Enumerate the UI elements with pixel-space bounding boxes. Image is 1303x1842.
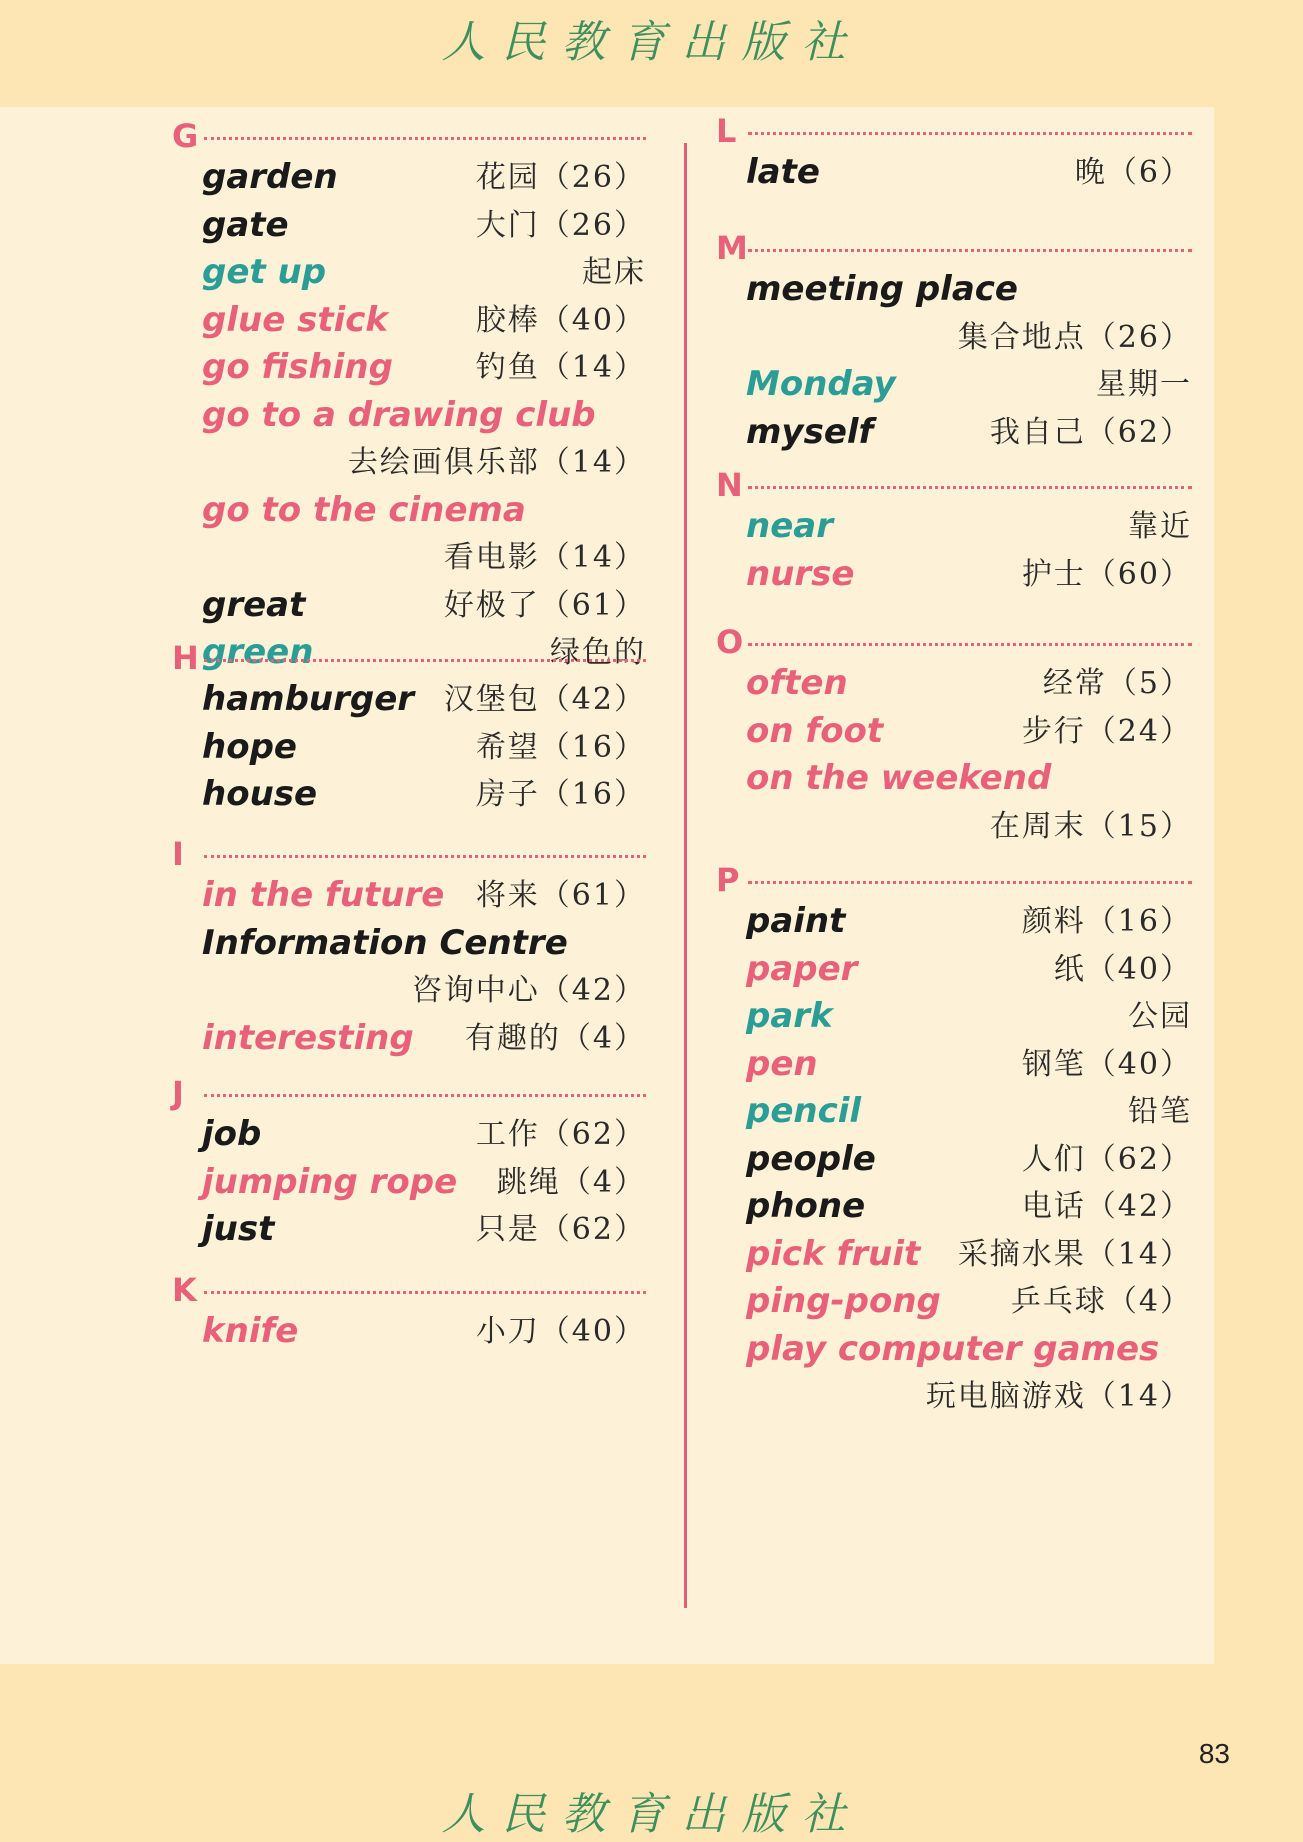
glossary-entry [716,755,1192,850]
dotted-rule [748,643,1192,646]
section-l [716,113,1192,197]
entry-word: play computer games [746,1328,1160,1369]
entry-word: just [202,1209,275,1249]
entry-word: pick fruit [746,1233,921,1274]
dotted-rule [204,1291,646,1294]
glossary-entry [716,660,1192,708]
section-g [172,118,646,677]
entry-translation: 绿色的 [550,635,646,670]
entry-translation: 钓鱼（14） [475,350,646,385]
section-p [716,862,1192,1421]
entry-word: hamburger [202,679,415,719]
glossary-entry [172,676,646,724]
publisher-header: 人民教育出版社 [441,17,862,68]
glossary-entry [716,708,1192,756]
entry-translation: 公园 [1128,999,1192,1034]
entry-translation: 集合地点（26） [957,319,1192,355]
entry-translation: 花园（26） [475,160,646,195]
entry-word: jumping rope [202,1161,458,1202]
entry-translation: 电话（42） [1021,1189,1192,1224]
entry-word: go fishing [202,347,393,387]
entry-translation: 小刀（40） [475,1314,646,1349]
glossary-entry [716,149,1192,197]
dotted-rule [748,132,1192,135]
section-header [716,467,1192,503]
entry-translation: 采摘水果（14） [957,1236,1192,1272]
glossary-entry [716,1041,1192,1089]
section-j [172,1075,646,1254]
entry-word: phone [746,1186,866,1226]
dotted-rule [204,1094,646,1097]
entry-translation: 工作（62） [475,1117,646,1152]
entry-translation: 经常（5） [1042,666,1192,701]
entry-translation: 起床 [582,255,646,290]
entry-word: nurse [746,553,855,594]
glossary-entry [716,1278,1192,1326]
glossary-entry [172,1015,646,1063]
glossary-entry [172,392,646,487]
entry-translation: 咨询中心（42） [411,973,646,1008]
entry-word: pen [746,1043,818,1084]
section-letter: O [716,623,744,661]
section-letter: J [172,1074,184,1112]
entry-translation: 只是（62） [475,1212,646,1247]
glossary-entry [716,1326,1192,1421]
entry-translation: 跳绳（4） [496,1164,646,1200]
section-letter: N [716,466,743,504]
entry-word: meeting place [746,269,1018,309]
entry-word: green [202,632,314,672]
entry-word: interesting [202,1017,414,1058]
entry-word: hope [202,726,297,767]
section-i [172,836,646,1062]
glossary-entry [172,154,646,202]
section-header [172,1272,646,1308]
glossary-entry [172,920,646,1015]
entry-word: in the future [202,875,445,915]
publisher-footer: 人民教育出版社 [441,1789,862,1840]
entry-word: glue stick [202,299,389,340]
glossary-entry [716,266,1192,361]
entry-word: near [746,506,833,546]
section-letter: I [172,835,184,873]
section-header [172,118,646,154]
entry-translation: 将来（61） [475,878,646,913]
glossary-entry [172,344,646,392]
entry-translation: 颜料（16） [1021,904,1192,939]
entry-translation: 在周末（15） [989,808,1192,844]
entry-translation: 星期一 [1096,367,1192,402]
dotted-rule [204,659,646,662]
entry-translation: 靠近 [1128,509,1192,544]
entry-translation: 铅笔 [1128,1094,1192,1129]
entry-word: park [746,996,833,1036]
glossary-entry [172,297,646,345]
section-header [716,113,1192,149]
entry-translation: 晚（6） [1074,155,1192,190]
section-m [716,230,1192,456]
entry-translation: 胶棒（40） [475,302,646,338]
section-letter: G [172,117,199,155]
glossary-entry [716,361,1192,409]
entry-translation: 步行（24） [1021,713,1192,749]
glossary-entry [172,582,646,630]
entry-word: knife [202,1311,299,1351]
entry-translation: 护士（60） [1021,556,1192,592]
section-header [172,1075,646,1111]
entry-word: on foot [746,710,884,751]
entry-word: house [202,774,318,814]
dotted-rule [748,881,1192,884]
entry-word: pencil [746,1091,862,1131]
dotted-rule [204,855,646,858]
entry-word: go to the cinema [202,489,526,530]
section-header [716,230,1192,266]
entry-word: great [202,584,306,625]
entry-word: get up [202,252,327,292]
glossary-entry [172,1111,646,1159]
glossary-entry [716,946,1192,994]
entry-translation: 纸（40） [1053,951,1192,987]
section-header [716,862,1192,898]
section-letter: L [716,112,737,150]
entry-translation: 大门（26） [475,207,646,243]
entry-translation: 我自己（62） [989,414,1192,450]
glossary-entry [172,1159,646,1207]
entry-word: on the weekend [746,758,1052,798]
glossary-entry [172,724,646,772]
glossary-entry [172,1206,646,1254]
glossary-entry [716,898,1192,946]
section-header [172,640,646,676]
section-o [716,624,1192,850]
section-h [172,640,646,819]
entry-translation: 去绘画俱乐部（14） [347,445,646,480]
entry-word: ping-pong [746,1281,941,1321]
entry-translation: 人们（62） [1021,1141,1192,1177]
section-letter: H [172,639,199,677]
entry-translation: 希望（16） [475,729,646,765]
entry-word: people [746,1138,876,1179]
entry-translation: 钢笔（40） [1021,1046,1192,1082]
entry-translation: 房子（16） [475,777,646,812]
glossary-entry [716,1231,1192,1279]
glossary-entry [716,1183,1192,1231]
entry-word: job [202,1114,262,1154]
entry-word: go to a drawing club [202,394,596,435]
dotted-rule [748,249,1192,252]
entry-word: garden [202,157,338,197]
dotted-rule [748,486,1192,489]
glossary-entry [172,1308,646,1356]
glossary-entry [716,503,1192,551]
entry-translation: 汉堡包（42） [443,682,646,717]
section-header [172,836,646,872]
dotted-rule [204,137,646,140]
entry-word: paper [746,948,858,989]
section-letter: P [716,861,740,899]
page-number: 83 [1198,1738,1230,1769]
section-k [172,1272,646,1356]
glossary-entry [716,1088,1192,1136]
section-letter: K [172,1271,197,1309]
entry-word: Monday [746,364,896,404]
entry-translation: 有趣的（4） [464,1020,646,1056]
section-header [716,624,1192,660]
glossary-entry [716,409,1192,457]
entry-translation: 好极了（61） [443,587,646,623]
entry-word: paint [746,901,846,941]
entry-translation: 玩电脑游戏（14） [925,1379,1192,1414]
glossary-entry [172,872,646,920]
section-letter: M [716,229,748,267]
section-n [716,467,1192,598]
glossary-entry [172,487,646,582]
entry-word: gate [202,204,289,245]
entry-word: late [746,152,820,192]
glossary-entry [716,1136,1192,1184]
entry-translation: 乒乓球（4） [1010,1284,1192,1319]
glossary-entry [172,202,646,250]
glossary-entry [172,771,646,819]
glossary-entry [716,551,1192,599]
column-divider [684,143,687,1608]
entry-word: often [746,663,848,703]
glossary-entry [172,249,646,297]
entry-translation: 看电影（14） [443,540,646,575]
entry-word: Information Centre [202,922,568,963]
glossary-entry [716,993,1192,1041]
entry-word: myself [746,411,874,452]
